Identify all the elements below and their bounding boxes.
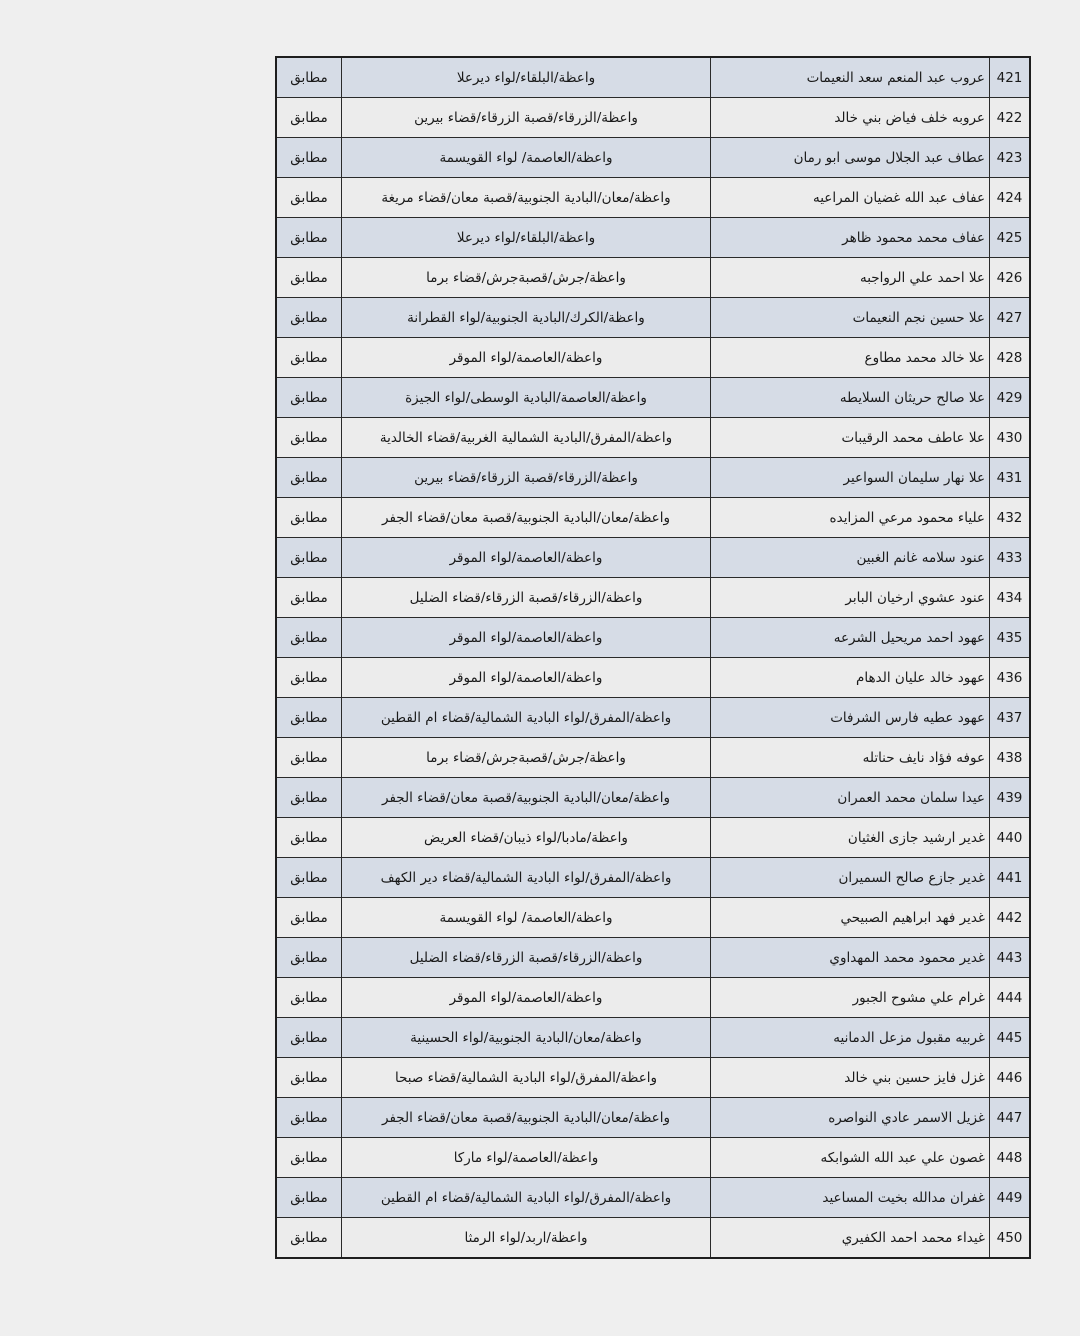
name-cell: علا احمد علي الرواجبه bbox=[711, 258, 990, 298]
name-cell: عنود سلامه غانم الغبين bbox=[711, 538, 990, 578]
table-row bbox=[276, 1018, 1030, 1058]
row-number-cell: 436 bbox=[990, 658, 1031, 698]
table-row bbox=[276, 218, 1030, 258]
assignment-cell: واعظة/البلقاء/لواء ديرعلا bbox=[342, 218, 711, 258]
table-row bbox=[276, 98, 1030, 138]
row-number-cell: 430 bbox=[990, 418, 1031, 458]
assignment-cell: واعظة/العاصمة/لواء الموقر bbox=[342, 538, 711, 578]
name-cell: غرام علي مشوح الجبور bbox=[711, 978, 990, 1018]
name-cell: غصون علي عبد الله الشوابكه bbox=[711, 1138, 990, 1178]
table-row bbox=[276, 818, 1030, 858]
assignment-cell: واعظة/العاصمة/لواء الموقر bbox=[342, 338, 711, 378]
name-cell: علا صالح حريثان السلايطه bbox=[711, 378, 990, 418]
table-row bbox=[276, 1098, 1030, 1138]
row-number-cell: 434 bbox=[990, 578, 1031, 618]
assignment-cell: واعظة/المفرق/لواء البادية الشمالية/قضاء ام القطين bbox=[342, 1178, 711, 1218]
assignment-cell: واعظة/الكرك/البادية الجنوبية/لواء القطرانة bbox=[342, 298, 711, 338]
assignment-cell: واعظة/معان/البادية الجنوبية/قصبة معان/قضاء الجفر bbox=[342, 498, 711, 538]
name-cell: علياء محمود مرعي المزايده bbox=[711, 498, 990, 538]
assignment-cell: واعظة/العاصمة/لواء الموقر bbox=[342, 618, 711, 658]
assignment-cell: واعظة/الزرقاء/قصبة الزرقاء/قضاء بيرين bbox=[342, 458, 711, 498]
assignment-cell: واعظة/الزرقاء/قصبة الزرقاء/قضاء الضليل bbox=[342, 938, 711, 978]
row-number-cell: 424 bbox=[990, 178, 1031, 218]
row-number-cell: 433 bbox=[990, 538, 1031, 578]
row-number-cell: 421 bbox=[990, 57, 1031, 98]
assignment-cell: واعظة/جرش/قصبةجرش/قضاء برما bbox=[342, 258, 711, 298]
row-number-cell: 437 bbox=[990, 698, 1031, 738]
assignment-cell: واعظة/العاصمة/لواء الموقر bbox=[342, 978, 711, 1018]
name-cell: عهود احمد مريحيل الشرعه bbox=[711, 618, 990, 658]
name-cell: علا خالد محمد مطاوع bbox=[711, 338, 990, 378]
name-cell: غفران مدالله بخيت المساعيد bbox=[711, 1178, 990, 1218]
assignment-cell: واعظة/العاصمة/لواء الموقر bbox=[342, 658, 711, 698]
name-cell: غدير ارشيد جازى الغثيان bbox=[711, 818, 990, 858]
row-number-cell: 423 bbox=[990, 138, 1031, 178]
row-number-cell: 428 bbox=[990, 338, 1031, 378]
status-cell: مطابق bbox=[276, 938, 342, 978]
table-row bbox=[276, 258, 1030, 298]
status-cell: مطابق bbox=[276, 418, 342, 458]
assignment-cell: واعظة/العاصمة/ لواء القويسمة bbox=[342, 138, 711, 178]
name-cell: غربيه مقبول مزعل الدمانيه bbox=[711, 1018, 990, 1058]
row-number-cell: 441 bbox=[990, 858, 1031, 898]
table-row bbox=[276, 1138, 1030, 1178]
row-number-cell: 447 bbox=[990, 1098, 1031, 1138]
table-row bbox=[276, 578, 1030, 618]
row-number-cell: 444 bbox=[990, 978, 1031, 1018]
name-cell: عطاف عبد الجلال موسى ابو رمان bbox=[711, 138, 990, 178]
table-row bbox=[276, 538, 1030, 578]
table-row bbox=[276, 978, 1030, 1018]
name-cell: عروب عبد المنعم سعد النعيمات bbox=[711, 57, 990, 98]
table-row bbox=[276, 778, 1030, 818]
name-cell: غيداء محمد احمد الكفيري bbox=[711, 1218, 990, 1259]
table-row bbox=[276, 178, 1030, 218]
status-cell: مطابق bbox=[276, 298, 342, 338]
name-cell: عوفه فؤاد نايف حناتله bbox=[711, 738, 990, 778]
assignment-cell: واعظة/مادبا/لواء ذيبان/قضاء العريض bbox=[342, 818, 711, 858]
assignment-cell: واعظة/معان/البادية الجنوبية/قصبة معان/قضاء الجفر bbox=[342, 1098, 711, 1138]
row-number-cell: 425 bbox=[990, 218, 1031, 258]
table-row bbox=[276, 858, 1030, 898]
table-row bbox=[276, 898, 1030, 938]
table-row bbox=[276, 458, 1030, 498]
table-row bbox=[276, 1178, 1030, 1218]
status-cell: مطابق bbox=[276, 818, 342, 858]
name-cell: غدير محمود محمد المهداوي bbox=[711, 938, 990, 978]
status-cell: مطابق bbox=[276, 1138, 342, 1178]
row-number-cell: 448 bbox=[990, 1138, 1031, 1178]
assignment-cell: واعظة/المفرق/لواء البادية الشمالية/قضاء دير الكهف bbox=[342, 858, 711, 898]
name-cell: عروبه خلف فياض بني خالد bbox=[711, 98, 990, 138]
name-cell: عفاف عبد الله غضيان المراعيه bbox=[711, 178, 990, 218]
row-number-cell: 432 bbox=[990, 498, 1031, 538]
assignment-cell: واعظة/جرش/قصبةجرش/قضاء برما bbox=[342, 738, 711, 778]
table-row bbox=[276, 498, 1030, 538]
assignment-cell: واعظة/العاصمة/البادية الوسطى/لواء الجيزة bbox=[342, 378, 711, 418]
assignment-cell: واعظة/معان/البادية الجنوبية/قصبة معان/قضاء مريغة bbox=[342, 178, 711, 218]
row-number-cell: 443 bbox=[990, 938, 1031, 978]
row-number-cell: 449 bbox=[990, 1178, 1031, 1218]
status-cell: مطابق bbox=[276, 858, 342, 898]
assignment-cell: واعظة/الزرقاء/قصبة الزرقاء/قضاء الضليل bbox=[342, 578, 711, 618]
status-cell: مطابق bbox=[276, 498, 342, 538]
name-cell: غزل فايز حسين بني خالد bbox=[711, 1058, 990, 1098]
name-cell: غدير جازع صالح السميران bbox=[711, 858, 990, 898]
status-cell: مطابق bbox=[276, 578, 342, 618]
status-cell: مطابق bbox=[276, 658, 342, 698]
name-cell: عفاف محمد محمود ظاهر bbox=[711, 218, 990, 258]
status-cell: مطابق bbox=[276, 138, 342, 178]
name-cell: علا حسين نجم النعيمات bbox=[711, 298, 990, 338]
name-cell: عنود عشوي ارخيان البابر bbox=[711, 578, 990, 618]
status-cell: مطابق bbox=[276, 978, 342, 1018]
assignment-cell: واعظة/البلقاء/لواء ديرعلا bbox=[342, 57, 711, 98]
table-row bbox=[276, 698, 1030, 738]
name-cell: غدير فهد ابراهيم الصبيحي bbox=[711, 898, 990, 938]
name-cell: عهود عطيه فارس الشرفات bbox=[711, 698, 990, 738]
table-row bbox=[276, 298, 1030, 338]
table-row bbox=[276, 418, 1030, 458]
status-cell: مطابق bbox=[276, 458, 342, 498]
row-number-cell: 427 bbox=[990, 298, 1031, 338]
status-cell: مطابق bbox=[276, 218, 342, 258]
table-row bbox=[276, 378, 1030, 418]
status-cell: مطابق bbox=[276, 1178, 342, 1218]
status-cell: مطابق bbox=[276, 538, 342, 578]
row-number-cell: 435 bbox=[990, 618, 1031, 658]
row-number-cell: 431 bbox=[990, 458, 1031, 498]
table-row bbox=[276, 1218, 1030, 1259]
name-cell: علا نهار سليمان السواعير bbox=[711, 458, 990, 498]
status-cell: مطابق bbox=[276, 898, 342, 938]
status-cell: مطابق bbox=[276, 178, 342, 218]
name-cell: عيدا سلمان محمد العمران bbox=[711, 778, 990, 818]
table-row bbox=[276, 1058, 1030, 1098]
table-row bbox=[276, 138, 1030, 178]
row-number-cell: 438 bbox=[990, 738, 1031, 778]
status-cell: مطابق bbox=[276, 1058, 342, 1098]
assignment-cell: واعظة/العاصمة/ لواء القويسمة bbox=[342, 898, 711, 938]
records-table bbox=[275, 56, 1031, 1259]
status-cell: مطابق bbox=[276, 1098, 342, 1138]
status-cell: مطابق bbox=[276, 378, 342, 418]
status-cell: مطابق bbox=[276, 1018, 342, 1058]
row-number-cell: 446 bbox=[990, 1058, 1031, 1098]
records-table-body bbox=[276, 57, 1030, 1258]
status-cell: مطابق bbox=[276, 258, 342, 298]
assignment-cell: واعظة/معان/البادية الجنوبية/قصبة معان/قضاء الجفر bbox=[342, 778, 711, 818]
assignment-cell: واعظة/معان/البادية الجنوبية/لواء الحسينية bbox=[342, 1018, 711, 1058]
status-cell: مطابق bbox=[276, 618, 342, 658]
assignment-cell: واعظة/المفرق/لواء البادية الشمالية/قضاء صبحا bbox=[342, 1058, 711, 1098]
name-cell: عهود خالد عليان الدهام bbox=[711, 658, 990, 698]
row-number-cell: 429 bbox=[990, 378, 1031, 418]
assignment-cell: واعظة/العاصمة/لواء ماركا bbox=[342, 1138, 711, 1178]
table-row bbox=[276, 57, 1030, 98]
name-cell: غزيل الاسمر عادي النواصره bbox=[711, 1098, 990, 1138]
assignment-cell: واعظة/المفرق/لواء البادية الشمالية/قضاء ام القطين bbox=[342, 698, 711, 738]
assignment-cell: واعظة/الزرقاء/قصبة الزرقاء/قضاء بيرين bbox=[342, 98, 711, 138]
status-cell: مطابق bbox=[276, 338, 342, 378]
status-cell: مطابق bbox=[276, 698, 342, 738]
status-cell: مطابق bbox=[276, 1218, 342, 1259]
row-number-cell: 440 bbox=[990, 818, 1031, 858]
assignment-cell: واعظة/اربد/لواء الرمثا bbox=[342, 1218, 711, 1259]
row-number-cell: 445 bbox=[990, 1018, 1031, 1058]
row-number-cell: 450 bbox=[990, 1218, 1031, 1259]
table-row bbox=[276, 338, 1030, 378]
row-number-cell: 426 bbox=[990, 258, 1031, 298]
row-number-cell: 422 bbox=[990, 98, 1031, 138]
status-cell: مطابق bbox=[276, 57, 342, 98]
table-row bbox=[276, 938, 1030, 978]
status-cell: مطابق bbox=[276, 738, 342, 778]
table-row bbox=[276, 618, 1030, 658]
assignment-cell: واعظة/المفرق/البادية الشمالية الغربية/قضاء الخالدية bbox=[342, 418, 711, 458]
table-row bbox=[276, 658, 1030, 698]
status-cell: مطابق bbox=[276, 98, 342, 138]
row-number-cell: 439 bbox=[990, 778, 1031, 818]
status-cell: مطابق bbox=[276, 778, 342, 818]
name-cell: علا عاطف محمد الرقيبات bbox=[711, 418, 990, 458]
table-row bbox=[276, 738, 1030, 778]
row-number-cell: 442 bbox=[990, 898, 1031, 938]
